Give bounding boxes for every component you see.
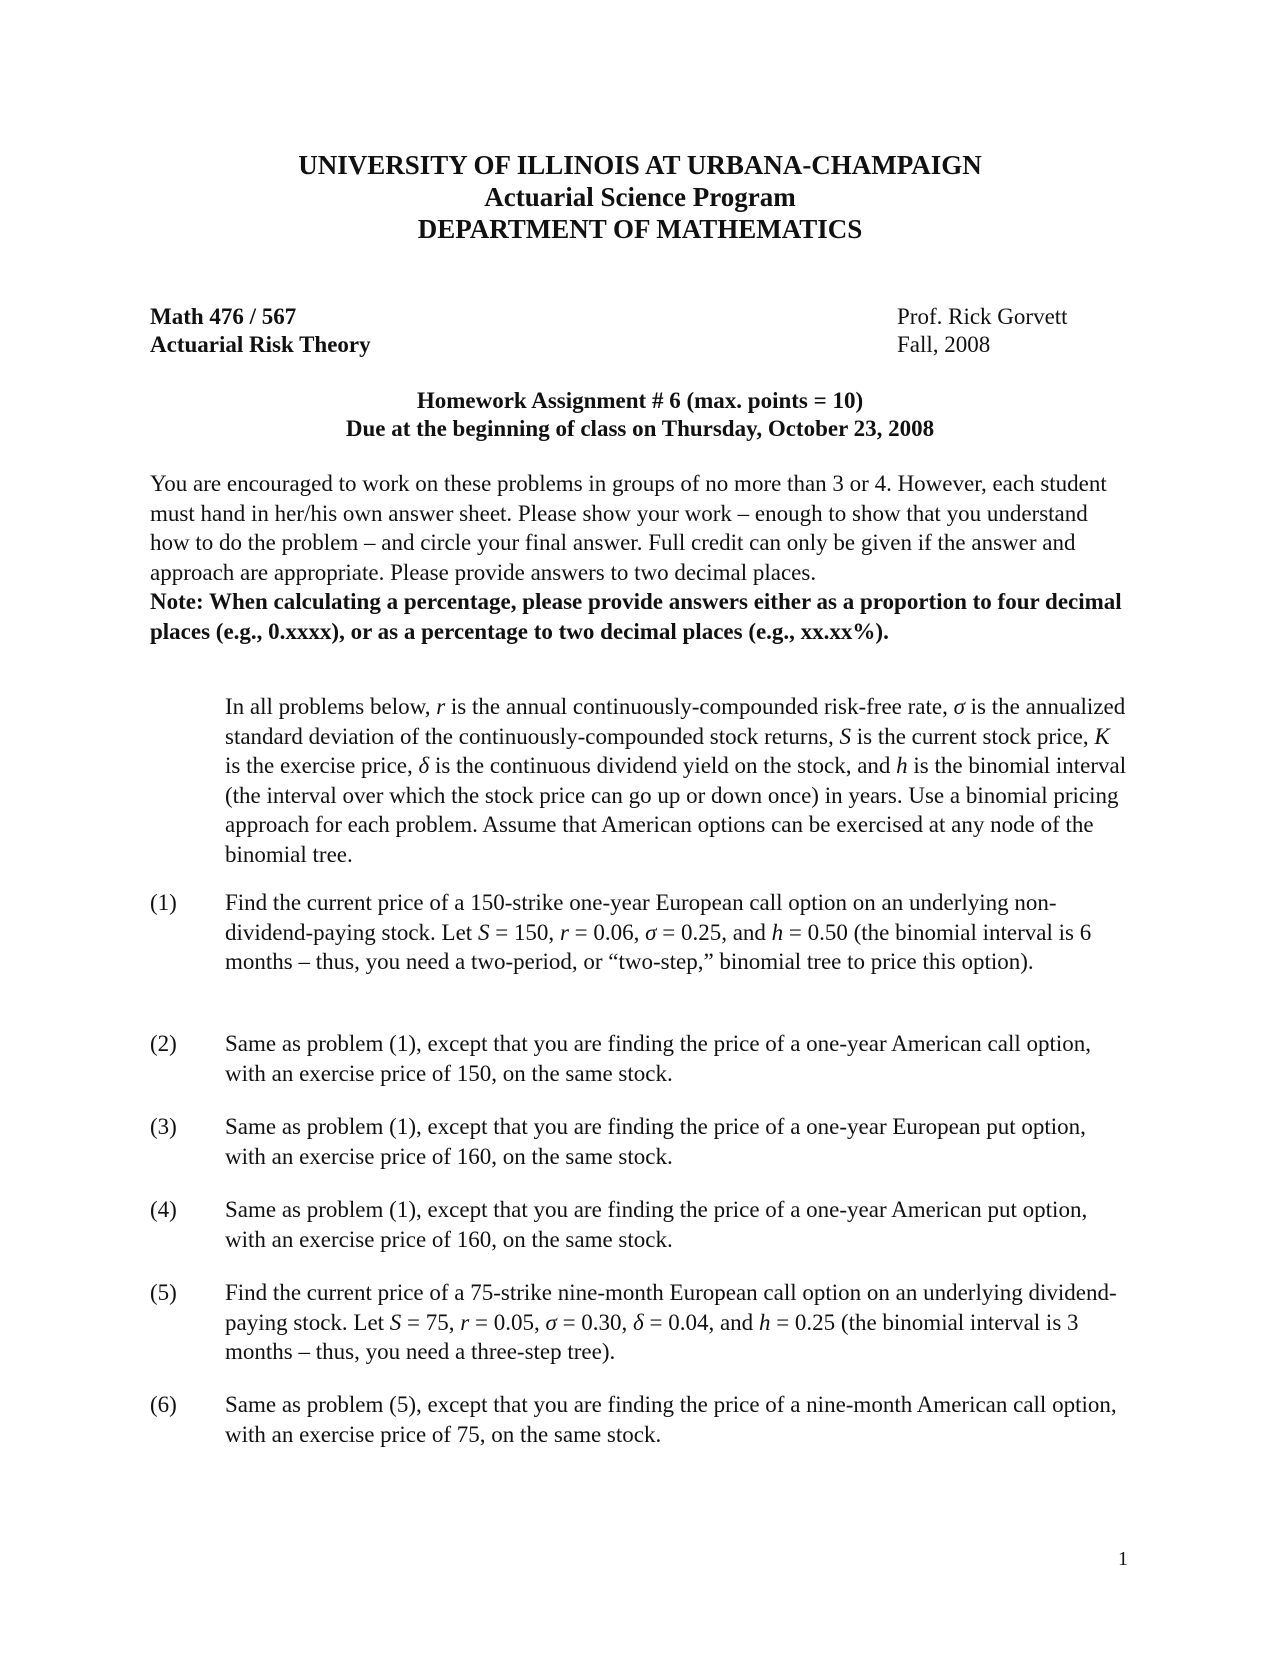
problem-text: Find the current price of a 150-strike one-year European call option on an underlying non-dividend-paying stock. Let S = 150, r = 0.06, σ = 0.25, and h = 0.50 (the binomial interval is 6 months – thus, you need a two-period, or “two-step,” binomial tree to price this option). <box>225 890 1092 974</box>
intro-text: is the annualized standard deviation of the continuously-compounded stock returns, <box>225 694 1126 749</box>
problem-number: (1) <box>150 890 177 915</box>
intro-text: is the binomial interval (the interval over which the stock price can go up or down once) in years. Use a binomial pricing approach for each problem. Assume that American options can be exercised at any node of the binomial tree. <box>225 753 1127 867</box>
intro-text: is the annual continuously-compounded risk-free rate, <box>445 694 954 719</box>
problem-number: (3) <box>150 1114 177 1139</box>
problem-text: Same as problem (1), except that you are finding the price of a one-year American call option, with an exercise price of 150, on the same stock. <box>225 1031 1092 1086</box>
due-date: Due at the beginning of class on Thursday, October 23, 2008 <box>345 416 935 441</box>
page-number: 1 <box>1118 1548 1128 1570</box>
var-k: K <box>1094 723 1110 749</box>
problem-text: Find the current price of a 75-strike nine-month European call option on an underlying dividend-paying stock. Let S = 75, r = 0.05, σ = 0.30, δ = 0.04, and h = 0.25 (the binomial interval is 3 months – thus, you need a three-step tree). <box>225 1280 1117 1364</box>
problem-number: (2) <box>150 1031 177 1056</box>
intro-definitions <box>225 692 1130 869</box>
instructions-note: Note: When calculating a percentage, please provide answers either as a proportion to four decimal places (e.g., 0.xxxx), or as a percentage to two decimal places (e.g., xx.xx%). <box>150 589 1122 644</box>
problem-number: (4) <box>150 1197 177 1222</box>
problem-text: Same as problem (1), except that you are finding the price of a one-year American put option, with an exercise price of 160, on the same stock. <box>225 1197 1088 1252</box>
assignment-title: Homework Assignment # 6 (max. points = 10) <box>416 388 864 413</box>
problem-number: (5) <box>150 1280 177 1305</box>
course-number: Math 476 / 567 <box>150 304 297 329</box>
intro-text: is the current stock price, <box>850 723 1095 749</box>
intro-text: is the exercise price, <box>225 753 419 778</box>
var-s: S <box>839 723 851 749</box>
university-title: UNIVERSITY OF ILLINOIS AT URBANA-CHAMPAIGN <box>298 150 982 180</box>
professor-name: Prof. Rick Gorvett <box>897 304 1068 329</box>
problem-number: (6) <box>150 1392 177 1417</box>
intro-text: In all problems below, <box>225 694 437 719</box>
var-r: r <box>436 694 446 719</box>
problem-text: Same as problem (5), except that you are finding the price of a nine-month American call option, with an exercise price of 75, on the same stock. <box>225 1392 1117 1447</box>
var-sigma: σ <box>953 694 965 719</box>
var-h: h <box>896 753 908 778</box>
instructions <box>150 469 1130 646</box>
intro-text: is the continuous dividend yield on the stock, and <box>429 753 897 778</box>
instructions-text: You are encouraged to work on these problems in groups of no more than 3 or 4. However, each student must hand in her/his own answer sheet. Please show your work – enough to show that you understand how to do the problem – and circle your final answer. Full credit can only be given if the answer and approach are appropriate. Please provide answers to two decimal places. <box>150 471 1107 585</box>
term: Fall, 2008 <box>897 332 991 357</box>
problem-text: Same as problem (1), except that you are finding the price of a one-year European put option, with an exercise price of 160, on the same stock. <box>225 1114 1086 1169</box>
department-title: DEPARTMENT OF MATHEMATICS <box>417 214 863 244</box>
course-name: Actuarial Risk Theory <box>150 332 371 357</box>
program-title: Actuarial Science Program <box>484 182 796 212</box>
var-delta: δ <box>418 753 430 778</box>
